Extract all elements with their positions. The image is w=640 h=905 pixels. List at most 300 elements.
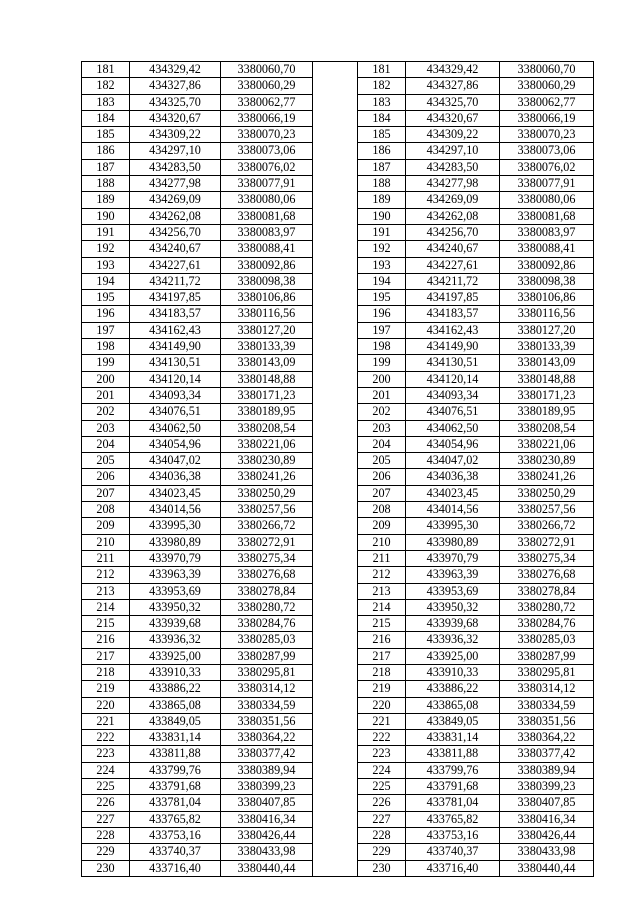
right-y-coordinate-cell: 3380133,39: [500, 339, 594, 355]
right-point-number-cell: 200: [358, 371, 406, 387]
column-gap-cell: [313, 404, 358, 420]
column-gap-cell: [313, 827, 358, 843]
right-x-coordinate-cell: 433936,32: [406, 632, 500, 648]
column-gap-cell: [313, 616, 358, 632]
left-point-number-cell: 200: [82, 371, 130, 387]
table-row: [82, 485, 594, 501]
column-gap-cell: [313, 192, 358, 208]
table-row: [82, 241, 594, 257]
right-y-coordinate-cell: 3380250,29: [500, 485, 594, 501]
right-point-number-cell: 207: [358, 485, 406, 501]
right-y-coordinate-cell: 3380351,56: [500, 713, 594, 729]
table-row: [82, 502, 594, 518]
right-x-coordinate-cell: 434197,85: [406, 290, 500, 306]
left-y-coordinate-cell: 3380399,23: [221, 779, 313, 795]
left-x-coordinate-cell: 434327,86: [130, 78, 221, 94]
right-point-number-cell: 225: [358, 779, 406, 795]
column-gap-cell: [313, 339, 358, 355]
left-point-number-cell: 194: [82, 273, 130, 289]
left-point-number-cell: 187: [82, 159, 130, 175]
right-y-coordinate-cell: 3380433,98: [500, 844, 594, 860]
right-point-number-cell: 183: [358, 94, 406, 110]
table-row: [82, 746, 594, 762]
left-y-coordinate-cell: 3380143,09: [221, 355, 313, 371]
right-point-number-cell: 213: [358, 583, 406, 599]
table-row: [82, 290, 594, 306]
right-point-number-cell: 230: [358, 860, 406, 876]
column-gap-cell: [313, 224, 358, 240]
left-point-number-cell: 192: [82, 241, 130, 257]
right-y-coordinate-cell: 3380284,76: [500, 616, 594, 632]
left-x-coordinate-cell: 433765,82: [130, 811, 221, 827]
left-point-number-cell: 230: [82, 860, 130, 876]
left-y-coordinate-cell: 3380088,41: [221, 241, 313, 257]
right-point-number-cell: 202: [358, 404, 406, 420]
left-point-number-cell: 196: [82, 306, 130, 322]
right-y-coordinate-cell: 3380066,19: [500, 110, 594, 126]
left-y-coordinate-cell: 3380221,06: [221, 436, 313, 452]
left-y-coordinate-cell: 3380081,68: [221, 208, 313, 224]
table-row: [82, 730, 594, 746]
right-y-coordinate-cell: 3380241,26: [500, 469, 594, 485]
left-point-number-cell: 190: [82, 208, 130, 224]
left-x-coordinate-cell: 433865,08: [130, 697, 221, 713]
right-y-coordinate-cell: 3380073,06: [500, 143, 594, 159]
left-y-coordinate-cell: 3380266,72: [221, 518, 313, 534]
right-point-number-cell: 226: [358, 795, 406, 811]
left-x-coordinate-cell: 434227,61: [130, 257, 221, 273]
left-point-number-cell: 223: [82, 746, 130, 762]
column-gap-cell: [313, 241, 358, 257]
right-y-coordinate-cell: 3380407,85: [500, 795, 594, 811]
table-row: [82, 94, 594, 110]
left-y-coordinate-cell: 3380257,56: [221, 502, 313, 518]
left-x-coordinate-cell: 434277,98: [130, 176, 221, 192]
left-y-coordinate-cell: 3380250,29: [221, 485, 313, 501]
right-point-number-cell: 220: [358, 697, 406, 713]
table-row: [82, 224, 594, 240]
right-y-coordinate-cell: 3380080,06: [500, 192, 594, 208]
right-y-coordinate-cell: 3380416,34: [500, 811, 594, 827]
right-x-coordinate-cell: 433791,68: [406, 779, 500, 795]
left-y-coordinate-cell: 3380171,23: [221, 387, 313, 403]
right-x-coordinate-cell: 434047,02: [406, 453, 500, 469]
column-gap-cell: [313, 176, 358, 192]
column-gap-cell: [313, 697, 358, 713]
right-x-coordinate-cell: 433953,69: [406, 583, 500, 599]
right-y-coordinate-cell: 3380275,34: [500, 550, 594, 566]
left-x-coordinate-cell: 434240,67: [130, 241, 221, 257]
column-gap-cell: [313, 681, 358, 697]
column-gap-cell: [313, 567, 358, 583]
table-row: [82, 550, 594, 566]
right-y-coordinate-cell: 3380272,91: [500, 534, 594, 550]
left-x-coordinate-cell: 433910,33: [130, 664, 221, 680]
right-point-number-cell: 190: [358, 208, 406, 224]
right-point-number-cell: 217: [358, 648, 406, 664]
left-y-coordinate-cell: 3380133,39: [221, 339, 313, 355]
left-x-coordinate-cell: 434256,70: [130, 224, 221, 240]
column-gap-cell: [313, 599, 358, 615]
left-y-coordinate-cell: 3380334,59: [221, 697, 313, 713]
table-row: [82, 795, 594, 811]
left-point-number-cell: 208: [82, 502, 130, 518]
left-x-coordinate-cell: 433925,00: [130, 648, 221, 664]
right-point-number-cell: 191: [358, 224, 406, 240]
left-x-coordinate-cell: 433995,30: [130, 518, 221, 534]
right-point-number-cell: 228: [358, 827, 406, 843]
left-x-coordinate-cell: 433716,40: [130, 860, 221, 876]
left-y-coordinate-cell: 3380208,54: [221, 420, 313, 436]
column-gap-cell: [313, 779, 358, 795]
column-gap-cell: [313, 127, 358, 143]
left-x-coordinate-cell: 434329,42: [130, 62, 221, 78]
left-x-coordinate-cell: 433936,32: [130, 632, 221, 648]
right-y-coordinate-cell: 3380106,86: [500, 290, 594, 306]
left-point-number-cell: 222: [82, 730, 130, 746]
column-gap-cell: [313, 94, 358, 110]
right-y-coordinate-cell: 3380221,06: [500, 436, 594, 452]
right-y-coordinate-cell: 3380364,22: [500, 730, 594, 746]
right-point-number-cell: 193: [358, 257, 406, 273]
left-y-coordinate-cell: 3380116,56: [221, 306, 313, 322]
right-x-coordinate-cell: 433970,79: [406, 550, 500, 566]
left-y-coordinate-cell: 3380285,03: [221, 632, 313, 648]
right-point-number-cell: 216: [358, 632, 406, 648]
right-y-coordinate-cell: 3380127,20: [500, 322, 594, 338]
right-x-coordinate-cell: 433811,88: [406, 746, 500, 762]
column-gap-cell: [313, 62, 358, 78]
table-row: [82, 779, 594, 795]
right-y-coordinate-cell: 3380116,56: [500, 306, 594, 322]
left-y-coordinate-cell: 3380364,22: [221, 730, 313, 746]
right-point-number-cell: 206: [358, 469, 406, 485]
left-point-number-cell: 227: [82, 811, 130, 827]
left-point-number-cell: 226: [82, 795, 130, 811]
table-row: [82, 681, 594, 697]
left-x-coordinate-cell: 433980,89: [130, 534, 221, 550]
table-row: [82, 436, 594, 452]
right-point-number-cell: 204: [358, 436, 406, 452]
right-x-coordinate-cell: 434327,86: [406, 78, 500, 94]
right-point-number-cell: 219: [358, 681, 406, 697]
right-point-number-cell: 187: [358, 159, 406, 175]
column-gap-cell: [313, 290, 358, 306]
left-y-coordinate-cell: 3380389,94: [221, 762, 313, 778]
right-x-coordinate-cell: 434062,50: [406, 420, 500, 436]
table-row: [82, 62, 594, 78]
left-point-number-cell: 201: [82, 387, 130, 403]
right-y-coordinate-cell: 3380287,99: [500, 648, 594, 664]
table-row: [82, 811, 594, 827]
column-gap-cell: [313, 844, 358, 860]
right-y-coordinate-cell: 3380070,23: [500, 127, 594, 143]
left-x-coordinate-cell: 434076,51: [130, 404, 221, 420]
left-x-coordinate-cell: 434130,51: [130, 355, 221, 371]
right-point-number-cell: 184: [358, 110, 406, 126]
right-x-coordinate-cell: 434320,67: [406, 110, 500, 126]
column-gap-cell: [313, 306, 358, 322]
left-x-coordinate-cell: 434325,70: [130, 94, 221, 110]
right-x-coordinate-cell: 433799,76: [406, 762, 500, 778]
table-row: [82, 599, 594, 615]
right-point-number-cell: 224: [358, 762, 406, 778]
right-point-number-cell: 212: [358, 567, 406, 583]
right-y-coordinate-cell: 3380148,88: [500, 371, 594, 387]
right-point-number-cell: 194: [358, 273, 406, 289]
column-gap-cell: [313, 550, 358, 566]
right-y-coordinate-cell: 3380189,95: [500, 404, 594, 420]
table-row: [82, 697, 594, 713]
right-y-coordinate-cell: 3380143,09: [500, 355, 594, 371]
column-gap-cell: [313, 387, 358, 403]
left-point-number-cell: 215: [82, 616, 130, 632]
left-x-coordinate-cell: 434262,08: [130, 208, 221, 224]
right-point-number-cell: 182: [358, 78, 406, 94]
right-point-number-cell: 222: [358, 730, 406, 746]
right-y-coordinate-cell: 3380399,23: [500, 779, 594, 795]
right-y-coordinate-cell: 3380062,77: [500, 94, 594, 110]
left-point-number-cell: 198: [82, 339, 130, 355]
right-point-number-cell: 196: [358, 306, 406, 322]
left-x-coordinate-cell: 433740,37: [130, 844, 221, 860]
left-point-number-cell: 211: [82, 550, 130, 566]
right-point-number-cell: 189: [358, 192, 406, 208]
right-x-coordinate-cell: 433753,16: [406, 827, 500, 843]
table-row: [82, 143, 594, 159]
table-row: [82, 469, 594, 485]
right-y-coordinate-cell: 3380295,81: [500, 664, 594, 680]
right-y-coordinate-cell: 3380083,97: [500, 224, 594, 240]
left-point-number-cell: 202: [82, 404, 130, 420]
right-point-number-cell: 198: [358, 339, 406, 355]
right-y-coordinate-cell: 3380278,84: [500, 583, 594, 599]
column-gap-cell: [313, 730, 358, 746]
table-row: [82, 192, 594, 208]
left-y-coordinate-cell: 3380189,95: [221, 404, 313, 420]
left-x-coordinate-cell: 434211,72: [130, 273, 221, 289]
left-point-number-cell: 205: [82, 453, 130, 469]
left-y-coordinate-cell: 3380407,85: [221, 795, 313, 811]
left-y-coordinate-cell: 3380377,42: [221, 746, 313, 762]
column-gap-cell: [313, 502, 358, 518]
right-x-coordinate-cell: 434240,67: [406, 241, 500, 257]
left-point-number-cell: 213: [82, 583, 130, 599]
left-x-coordinate-cell: 434047,02: [130, 453, 221, 469]
table-row: [82, 844, 594, 860]
left-point-number-cell: 210: [82, 534, 130, 550]
left-point-number-cell: 199: [82, 355, 130, 371]
right-point-number-cell: 210: [358, 534, 406, 550]
left-point-number-cell: 206: [82, 469, 130, 485]
column-gap-cell: [313, 664, 358, 680]
right-point-number-cell: 185: [358, 127, 406, 143]
left-x-coordinate-cell: 434054,96: [130, 436, 221, 452]
right-y-coordinate-cell: 3380334,59: [500, 697, 594, 713]
table-row: [82, 518, 594, 534]
right-x-coordinate-cell: 433865,08: [406, 697, 500, 713]
right-y-coordinate-cell: 3380440,44: [500, 860, 594, 876]
right-x-coordinate-cell: 433831,14: [406, 730, 500, 746]
left-y-coordinate-cell: 3380127,20: [221, 322, 313, 338]
table-row: [82, 273, 594, 289]
table-row: [82, 827, 594, 843]
left-y-coordinate-cell: 3380148,88: [221, 371, 313, 387]
left-point-number-cell: 188: [82, 176, 130, 192]
right-x-coordinate-cell: 434329,42: [406, 62, 500, 78]
right-y-coordinate-cell: 3380257,56: [500, 502, 594, 518]
right-x-coordinate-cell: 434325,70: [406, 94, 500, 110]
table-row: [82, 616, 594, 632]
column-gap-cell: [313, 795, 358, 811]
left-x-coordinate-cell: 434320,67: [130, 110, 221, 126]
left-x-coordinate-cell: 434062,50: [130, 420, 221, 436]
left-point-number-cell: 221: [82, 713, 130, 729]
left-point-number-cell: 217: [82, 648, 130, 664]
table-row: [82, 371, 594, 387]
right-point-number-cell: 188: [358, 176, 406, 192]
left-point-number-cell: 219: [82, 681, 130, 697]
table-row: [82, 306, 594, 322]
right-x-coordinate-cell: 434023,45: [406, 485, 500, 501]
right-point-number-cell: 205: [358, 453, 406, 469]
left-y-coordinate-cell: 3380426,44: [221, 827, 313, 843]
left-x-coordinate-cell: 434283,50: [130, 159, 221, 175]
right-y-coordinate-cell: 3380276,68: [500, 567, 594, 583]
left-y-coordinate-cell: 3380416,34: [221, 811, 313, 827]
right-y-coordinate-cell: 3380077,91: [500, 176, 594, 192]
right-point-number-cell: 181: [358, 62, 406, 78]
left-x-coordinate-cell: 433953,69: [130, 583, 221, 599]
right-x-coordinate-cell: 434036,38: [406, 469, 500, 485]
table-row: [82, 713, 594, 729]
right-y-coordinate-cell: 3380266,72: [500, 518, 594, 534]
left-point-number-cell: 224: [82, 762, 130, 778]
right-x-coordinate-cell: 433925,00: [406, 648, 500, 664]
column-gap-cell: [313, 355, 358, 371]
right-x-coordinate-cell: 434227,61: [406, 257, 500, 273]
left-x-coordinate-cell: 434309,22: [130, 127, 221, 143]
left-x-coordinate-cell: 433939,68: [130, 616, 221, 632]
left-point-number-cell: 189: [82, 192, 130, 208]
left-x-coordinate-cell: 433753,16: [130, 827, 221, 843]
right-x-coordinate-cell: 434162,43: [406, 322, 500, 338]
left-point-number-cell: 185: [82, 127, 130, 143]
table-row: [82, 404, 594, 420]
left-point-number-cell: 207: [82, 485, 130, 501]
left-point-number-cell: 203: [82, 420, 130, 436]
right-x-coordinate-cell: 434054,96: [406, 436, 500, 452]
right-x-coordinate-cell: 434211,72: [406, 273, 500, 289]
table-row: [82, 534, 594, 550]
column-gap-cell: [313, 436, 358, 452]
right-point-number-cell: 195: [358, 290, 406, 306]
column-gap-cell: [313, 208, 358, 224]
right-y-coordinate-cell: 3380088,41: [500, 241, 594, 257]
right-point-number-cell: 221: [358, 713, 406, 729]
table-row: [82, 387, 594, 403]
right-x-coordinate-cell: 434277,98: [406, 176, 500, 192]
left-x-coordinate-cell: 433799,76: [130, 762, 221, 778]
left-x-coordinate-cell: 434162,43: [130, 322, 221, 338]
right-y-coordinate-cell: 3380076,02: [500, 159, 594, 175]
column-gap-cell: [313, 420, 358, 436]
left-y-coordinate-cell: 3380076,02: [221, 159, 313, 175]
column-gap-cell: [313, 583, 358, 599]
column-gap-cell: [313, 371, 358, 387]
left-x-coordinate-cell: 434036,38: [130, 469, 221, 485]
left-point-number-cell: 209: [82, 518, 130, 534]
left-point-number-cell: 181: [82, 62, 130, 78]
column-gap-cell: [313, 110, 358, 126]
right-x-coordinate-cell: 433995,30: [406, 518, 500, 534]
right-y-coordinate-cell: 3380389,94: [500, 762, 594, 778]
left-x-coordinate-cell: 434014,56: [130, 502, 221, 518]
left-x-coordinate-cell: 433831,14: [130, 730, 221, 746]
left-point-number-cell: 191: [82, 224, 130, 240]
left-y-coordinate-cell: 3380241,26: [221, 469, 313, 485]
left-point-number-cell: 197: [82, 322, 130, 338]
table-row: [82, 648, 594, 664]
right-point-number-cell: 192: [358, 241, 406, 257]
right-point-number-cell: 186: [358, 143, 406, 159]
right-y-coordinate-cell: 3380060,29: [500, 78, 594, 94]
table-row: [82, 453, 594, 469]
left-x-coordinate-cell: 434023,45: [130, 485, 221, 501]
left-y-coordinate-cell: 3380066,19: [221, 110, 313, 126]
right-x-coordinate-cell: 434149,90: [406, 339, 500, 355]
right-y-coordinate-cell: 3380285,03: [500, 632, 594, 648]
left-y-coordinate-cell: 3380278,84: [221, 583, 313, 599]
column-gap-cell: [313, 78, 358, 94]
column-gap-cell: [313, 322, 358, 338]
column-gap-cell: [313, 713, 358, 729]
table-row: [82, 159, 594, 175]
right-point-number-cell: 218: [358, 664, 406, 680]
left-y-coordinate-cell: 3380062,77: [221, 94, 313, 110]
right-y-coordinate-cell: 3380060,70: [500, 62, 594, 78]
column-gap-cell: [313, 273, 358, 289]
column-gap-cell: [313, 746, 358, 762]
left-point-number-cell: 228: [82, 827, 130, 843]
left-x-coordinate-cell: 433950,32: [130, 599, 221, 615]
table-row: [82, 632, 594, 648]
right-point-number-cell: 214: [358, 599, 406, 615]
column-gap-cell: [313, 518, 358, 534]
table-row: [82, 176, 594, 192]
right-point-number-cell: 203: [358, 420, 406, 436]
right-y-coordinate-cell: 3380426,44: [500, 827, 594, 843]
left-point-number-cell: 204: [82, 436, 130, 452]
table-row: [82, 664, 594, 680]
right-x-coordinate-cell: 433849,05: [406, 713, 500, 729]
left-y-coordinate-cell: 3380077,91: [221, 176, 313, 192]
coordinate-table: [81, 61, 594, 877]
column-gap-cell: [313, 860, 358, 876]
left-point-number-cell: 182: [82, 78, 130, 94]
left-point-number-cell: 214: [82, 599, 130, 615]
left-y-coordinate-cell: 3380433,98: [221, 844, 313, 860]
left-y-coordinate-cell: 3380275,34: [221, 550, 313, 566]
column-gap-cell: [313, 648, 358, 664]
right-point-number-cell: 211: [358, 550, 406, 566]
left-y-coordinate-cell: 3380092,86: [221, 257, 313, 273]
left-x-coordinate-cell: 434197,85: [130, 290, 221, 306]
left-x-coordinate-cell: 433886,22: [130, 681, 221, 697]
left-y-coordinate-cell: 3380440,44: [221, 860, 313, 876]
left-y-coordinate-cell: 3380070,23: [221, 127, 313, 143]
left-y-coordinate-cell: 3380073,06: [221, 143, 313, 159]
